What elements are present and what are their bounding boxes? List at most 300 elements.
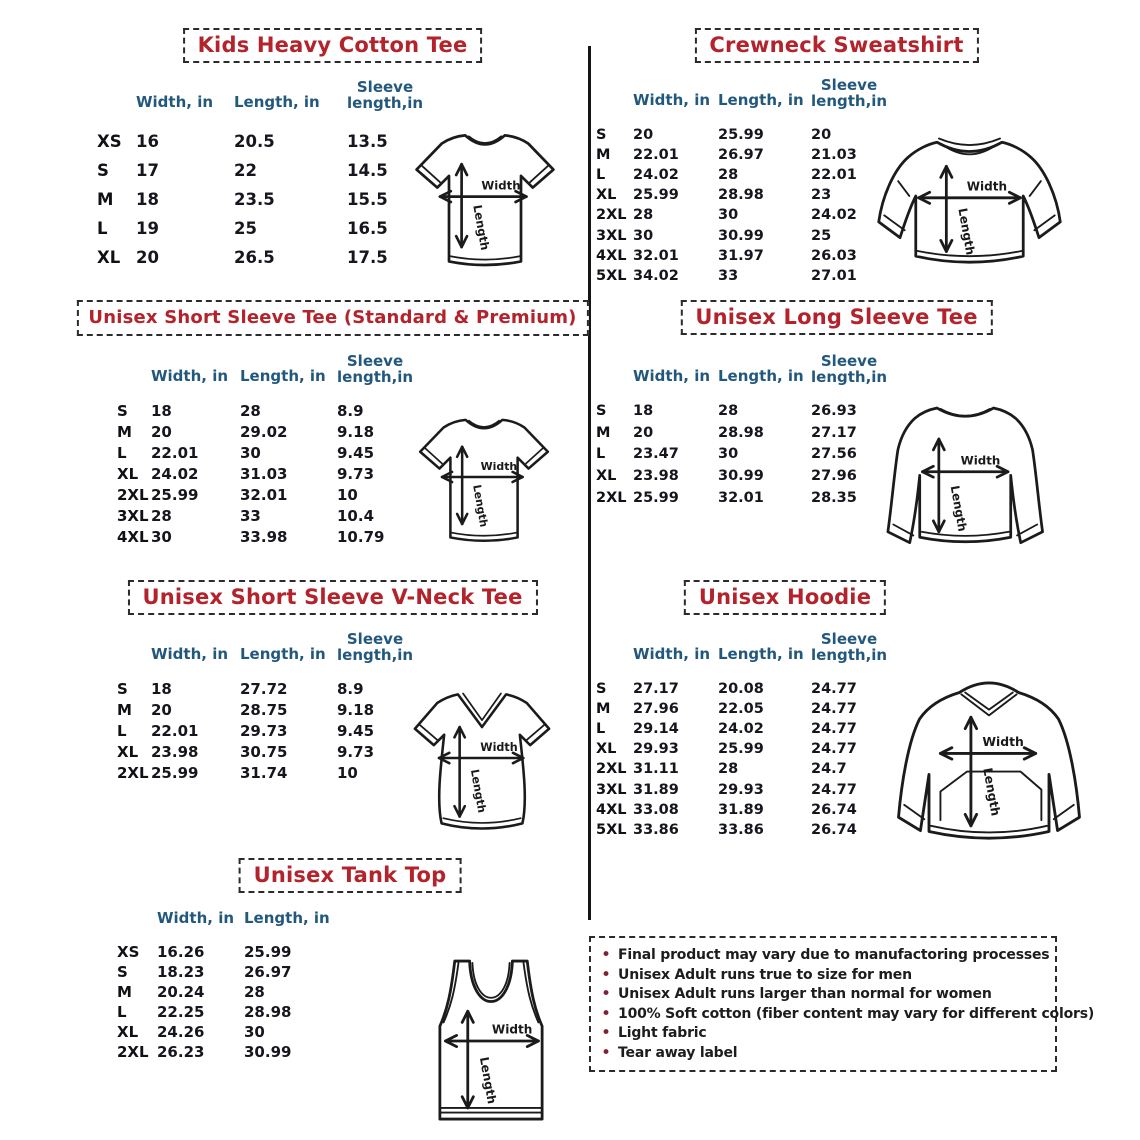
table-row	[596, 759, 893, 779]
sleeve-column-header: Sleeve length,in	[347, 78, 424, 112]
table-row	[596, 779, 893, 799]
length-column-header: Length, in	[718, 367, 804, 386]
table-row	[117, 700, 419, 721]
note-item	[601, 1003, 1095, 1026]
note-text: Tear away label	[618, 1044, 738, 1061]
vneck-tee-illustration	[396, 672, 568, 844]
panel-title-long-sleeve: Unisex Long Sleeve Tee	[680, 300, 992, 335]
size-label: S	[117, 402, 128, 420]
table-header	[117, 910, 356, 927]
width-value: 18	[136, 189, 159, 209]
bullet-icon: •	[601, 1023, 612, 1043]
length-value: 31.97	[718, 247, 764, 264]
table-row	[117, 962, 356, 982]
width-value: 23.98	[151, 743, 199, 761]
length-value: 29.93	[718, 781, 764, 798]
table-row	[117, 443, 419, 464]
width-arrow-label: Width	[491, 1022, 533, 1037]
length-arrow-label: Length	[476, 1055, 499, 1106]
size-label: 3XL	[596, 781, 627, 798]
length-value: 33.98	[240, 528, 288, 546]
size-label: 5XL	[596, 267, 627, 284]
panel-title-crewneck: Crewneck Sweatshirt	[694, 28, 978, 63]
width-value: 20	[151, 423, 172, 441]
bullet-icon: •	[601, 1042, 612, 1063]
table-header	[596, 78, 893, 110]
sleeve-value: 27.17	[811, 424, 857, 441]
width-value: 26.23	[157, 1043, 205, 1062]
sleeve-column-header: Sleeve length,in	[337, 352, 414, 386]
size-label: L	[97, 218, 108, 238]
sleeve-column-header: Sleeve length,in	[811, 630, 888, 664]
width-value: 18.23	[157, 963, 205, 982]
sleeve-value: 28.35	[811, 489, 857, 506]
sleeve-value: 23	[811, 187, 832, 204]
width-value: 33.08	[633, 801, 679, 818]
sleeve-value: 9.18	[337, 701, 375, 719]
width-value: 32.01	[633, 247, 679, 264]
width-value: 33.86	[633, 821, 679, 838]
length-value: 20.08	[718, 680, 764, 697]
table-row	[117, 1002, 356, 1022]
sleeve-value: 24.77	[811, 741, 857, 758]
bullet-icon: •	[601, 984, 612, 1004]
length-value: 30.99	[718, 468, 764, 485]
length-value: 25	[234, 218, 257, 238]
length-arrow-label: Length	[470, 203, 493, 252]
width-value: 23.47	[633, 446, 679, 463]
size-label: S	[97, 160, 109, 180]
size-label: XS	[97, 131, 122, 151]
size-table-tank	[117, 910, 356, 1062]
length-arrow-label: Length	[470, 483, 491, 529]
panel-unisex-vneck-tee	[85, 580, 580, 845]
length-value: 26.97	[718, 146, 764, 163]
table-row	[596, 266, 893, 286]
length-value: 31.89	[718, 801, 764, 818]
size-label: 2XL	[596, 489, 627, 506]
width-column-header: Width, in	[151, 367, 229, 386]
width-column-header: Width, in	[151, 645, 229, 664]
bullet-icon: •	[601, 964, 612, 985]
width-value: 25.99	[151, 486, 199, 504]
width-value: 29.93	[633, 741, 679, 758]
width-value: 25.99	[633, 489, 679, 506]
width-column-header: Width, in	[136, 93, 214, 112]
tank-top-illustration	[412, 948, 570, 1134]
size-label: S	[596, 126, 607, 143]
sleeve-value: 26.74	[811, 801, 857, 818]
sleeve-value: 24.77	[811, 720, 857, 737]
width-value: 24.02	[151, 465, 199, 483]
sleeve-value: 16.5	[347, 218, 388, 238]
width-value: 18	[151, 402, 172, 420]
width-value: 29.14	[633, 720, 679, 737]
length-value: 29.02	[240, 423, 288, 441]
size-table-long-sleeve	[596, 354, 893, 508]
table-row	[596, 125, 893, 145]
width-value: 20.24	[157, 983, 205, 1002]
sleeve-value: 24.02	[811, 207, 857, 224]
length-column-header: Length, in	[718, 645, 804, 664]
length-value: 30	[718, 446, 739, 463]
table-row	[596, 185, 893, 205]
size-label: 3XL	[117, 507, 149, 525]
note-item	[601, 964, 1045, 987]
length-value: 30	[240, 444, 261, 462]
table-body	[97, 127, 429, 272]
size-label: L	[117, 1003, 127, 1022]
size-label: 4XL	[596, 247, 627, 264]
width-value: 25.99	[151, 764, 199, 782]
size-label: 3XL	[596, 227, 627, 244]
size-label: L	[596, 166, 606, 183]
width-column-header: Width, in	[633, 645, 711, 664]
size-label: M	[596, 424, 611, 441]
width-value: 31.89	[633, 781, 679, 798]
length-value: 22.05	[718, 700, 764, 717]
note-item	[601, 1025, 1045, 1045]
tshirt-illustration	[400, 396, 568, 568]
size-label: L	[117, 444, 127, 462]
length-arrow-label: Length	[980, 766, 1003, 818]
table-row	[596, 205, 893, 225]
table-row	[596, 679, 893, 699]
size-label: M	[117, 983, 132, 1002]
length-value: 28.98	[244, 1003, 292, 1022]
width-value: 18	[151, 680, 172, 698]
length-value: 26.5	[234, 247, 275, 267]
sleeve-value: 27.56	[811, 446, 857, 463]
length-value: 28	[240, 402, 261, 420]
size-label: M	[117, 701, 132, 719]
size-label: 2XL	[596, 207, 627, 224]
length-value: 33	[718, 267, 739, 284]
length-value: 28	[718, 403, 739, 420]
panel-title-hoodie: Unisex Hoodie	[684, 580, 886, 615]
width-arrow-label: Width	[480, 460, 518, 474]
table-body	[596, 401, 893, 509]
width-value: 20	[633, 126, 654, 143]
panel-title-tank: Unisex Tank Top	[239, 858, 462, 893]
length-value: 33.86	[718, 821, 764, 838]
note-text: Unisex Adult runs larger than normal for women	[618, 986, 992, 1002]
length-value: 25.99	[718, 741, 764, 758]
note-text: Unisex Adult runs true to size for men	[618, 966, 912, 983]
panel-unisex-short-sleeve-tee	[85, 300, 580, 572]
size-label: XL	[596, 468, 617, 485]
table-row	[596, 165, 893, 185]
note-text: 100% Soft cotton (fiber content may vary for different colors)	[618, 1005, 1095, 1022]
width-value: 19	[136, 218, 159, 238]
sleeve-value: 24.77	[811, 680, 857, 697]
table-row	[596, 800, 893, 820]
sleeve-value: 15.5	[347, 189, 388, 209]
size-label: 2XL	[117, 1043, 149, 1062]
length-column-header: Length, in	[240, 367, 326, 386]
sleeve-value: 24.77	[811, 781, 857, 798]
table-row	[596, 739, 893, 759]
panel-title-kids-tee: Kids Heavy Cotton Tee	[183, 28, 483, 63]
width-value: 22.01	[151, 722, 199, 740]
panel-kids-heavy-cotton-tee	[85, 28, 580, 296]
width-value: 27.17	[633, 680, 679, 697]
sleeve-value: 24.77	[811, 700, 857, 717]
length-column-header: Length, in	[718, 91, 804, 110]
sleeve-value: 24.7	[811, 761, 847, 778]
length-value: 26.97	[244, 963, 292, 982]
length-value: 24.02	[718, 720, 764, 737]
table-header	[97, 80, 429, 112]
width-value: 24.02	[633, 166, 679, 183]
size-label: M	[97, 189, 114, 209]
width-value: 30	[633, 227, 654, 244]
panel-title-vneck: Unisex Short Sleeve V-Neck Tee	[127, 580, 537, 615]
sleeve-value: 9.18	[337, 423, 375, 441]
table-body	[117, 401, 419, 548]
sleeve-value: 22.01	[811, 166, 857, 183]
width-value: 22.01	[633, 146, 679, 163]
width-value: 20	[633, 424, 654, 441]
size-label: XL	[596, 741, 617, 758]
width-arrow-label: Width	[481, 178, 521, 193]
length-value: 20.5	[234, 131, 275, 151]
table-row	[596, 719, 893, 739]
sleeve-value: 10.79	[337, 528, 385, 546]
tshirt-illustration	[395, 112, 575, 292]
length-arrow-label: Length	[947, 484, 970, 533]
width-value: 18	[633, 403, 654, 420]
table-row	[596, 444, 893, 466]
size-label: XL	[596, 187, 617, 204]
width-value: 20	[151, 701, 172, 719]
length-value: 27.72	[240, 680, 288, 698]
sleeve-value: 8.9	[337, 402, 364, 420]
sleeve-value: 10.4	[337, 507, 375, 525]
table-row	[97, 214, 429, 243]
length-value: 28	[244, 983, 265, 1002]
table-body	[117, 679, 419, 784]
size-label: M	[117, 423, 132, 441]
size-label: L	[596, 446, 606, 463]
width-value: 25.99	[633, 187, 679, 204]
product-notes-box	[589, 936, 1095, 1072]
table-row	[117, 527, 419, 548]
sleeve-column-header: Sleeve length,in	[811, 352, 888, 386]
sweatshirt-illustration	[862, 120, 1077, 296]
length-column-header: Length, in	[240, 645, 326, 664]
length-value: 31.03	[240, 465, 288, 483]
width-column-header: Width, in	[633, 367, 711, 386]
width-value: 22.01	[151, 444, 199, 462]
sleeve-value: 9.45	[337, 722, 375, 740]
width-value: 34.02	[633, 267, 679, 284]
table-row	[97, 127, 429, 156]
note-item	[601, 986, 1045, 1006]
size-label: 4XL	[596, 801, 627, 818]
table-row	[97, 185, 429, 214]
length-value: 30.99	[718, 227, 764, 244]
length-value: 33	[240, 507, 261, 525]
size-label: L	[596, 720, 606, 737]
sleeve-value: 9.73	[337, 743, 375, 761]
size-label: S	[117, 963, 128, 982]
size-label: 2XL	[117, 486, 149, 504]
length-value: 32.01	[718, 489, 764, 506]
sleeve-column-header: Sleeve length,in	[811, 76, 888, 110]
table-header	[596, 354, 893, 386]
length-value: 23.5	[234, 189, 275, 209]
table-row	[117, 506, 419, 527]
width-column-header: Width, in	[633, 91, 711, 110]
width-arrow-label: Width	[982, 734, 1024, 749]
size-label: S	[596, 403, 607, 420]
width-value: 31.11	[633, 761, 679, 778]
table-row	[117, 422, 419, 443]
length-value: 29.73	[240, 722, 288, 740]
width-value: 30	[151, 528, 172, 546]
table-row	[596, 820, 893, 840]
table-body	[596, 125, 893, 287]
sleeve-value: 9.73	[337, 465, 375, 483]
length-value: 30	[244, 1023, 265, 1042]
width-value: 16	[136, 131, 159, 151]
sleeve-value: 13.5	[347, 131, 388, 151]
table-row	[596, 487, 893, 509]
length-value: 28.98	[718, 424, 764, 441]
note-item	[601, 945, 1050, 967]
size-label: M	[596, 700, 611, 717]
bullet-icon: •	[601, 1003, 612, 1024]
size-label: XL	[97, 247, 121, 267]
width-value: 23.98	[633, 468, 679, 485]
table-row	[596, 699, 893, 719]
size-label: XS	[117, 943, 140, 962]
note-item	[601, 1042, 1045, 1065]
panel-title-short-sleeve: Unisex Short Sleeve Tee (Standard & Premium)	[76, 300, 588, 336]
size-label: 2XL	[596, 761, 627, 778]
note-text: Light fabric	[618, 1025, 707, 1041]
sleeve-value: 26.93	[811, 403, 857, 420]
sleeve-value: 26.74	[811, 821, 857, 838]
width-value: 16.26	[157, 943, 205, 962]
table-row	[117, 1042, 356, 1062]
size-table-kids-tee	[97, 80, 429, 272]
table-row	[596, 246, 893, 266]
length-column-header: Length, in	[234, 93, 320, 112]
size-label: XL	[117, 1023, 139, 1042]
length-value: 28.75	[240, 701, 288, 719]
size-label: XL	[117, 465, 139, 483]
hoodie-illustration	[875, 662, 1103, 862]
panel-unisex-long-sleeve-tee	[593, 300, 1080, 572]
long-sleeve-tee-illustration	[860, 388, 1075, 570]
table-header	[117, 354, 419, 386]
size-table-short-sleeve	[117, 354, 419, 548]
table-row	[596, 225, 893, 245]
table-header	[596, 632, 893, 664]
size-label: L	[117, 722, 127, 740]
width-arrow-label: Width	[966, 179, 1008, 194]
size-label: XL	[117, 743, 139, 761]
sleeve-value: 27.96	[811, 468, 857, 485]
table-row	[596, 465, 893, 487]
length-value: 28	[718, 166, 739, 183]
size-label: 2XL	[117, 764, 149, 782]
width-value: 28	[151, 507, 172, 525]
table-row	[596, 422, 893, 444]
size-table-hoodie	[596, 632, 893, 840]
width-arrow-label: Width	[480, 741, 518, 755]
sleeve-value: 21.03	[811, 146, 857, 163]
length-value: 32.01	[240, 486, 288, 504]
size-label: 4XL	[117, 528, 149, 546]
size-label: M	[596, 146, 611, 163]
table-row	[117, 679, 419, 700]
width-value: 17	[136, 160, 159, 180]
bullet-icon: •	[601, 945, 612, 965]
panel-unisex-tank-top	[85, 858, 580, 1138]
length-value: 28	[718, 761, 739, 778]
column-divider	[588, 46, 591, 920]
sleeve-value: 26.03	[811, 247, 857, 264]
table-row	[596, 145, 893, 165]
size-table-crewneck	[596, 78, 893, 286]
table-row	[117, 763, 419, 784]
table-row	[117, 1022, 356, 1042]
width-value: 28	[633, 207, 654, 224]
sleeve-value: 10	[337, 486, 358, 504]
table-row	[117, 742, 419, 763]
sleeve-value: 8.9	[337, 680, 364, 698]
length-value: 30.75	[240, 743, 288, 761]
width-value: 24.26	[157, 1023, 205, 1042]
sleeve-value: 25	[811, 227, 832, 244]
table-row	[117, 982, 356, 1002]
length-arrow-label: Length	[467, 768, 489, 814]
length-arrow-label: Length	[955, 207, 978, 257]
length-value: 28.98	[718, 187, 764, 204]
width-arrow-label: Width	[960, 453, 1001, 468]
size-label: 5XL	[596, 821, 627, 838]
sleeve-value: 9.45	[337, 444, 375, 462]
size-table-vneck	[117, 632, 419, 784]
table-row	[117, 464, 419, 485]
table-row	[117, 485, 419, 506]
width-value: 27.96	[633, 700, 679, 717]
size-label: S	[596, 680, 607, 697]
panel-unisex-hoodie	[593, 580, 1103, 865]
size-label: S	[117, 680, 128, 698]
sleeve-value: 10	[337, 764, 358, 782]
table-body	[596, 679, 893, 841]
width-value: 20	[136, 247, 159, 267]
table-row	[97, 243, 429, 272]
table-row	[117, 721, 419, 742]
table-row	[117, 401, 419, 422]
length-value: 30.99	[244, 1043, 292, 1062]
length-value: 30	[718, 207, 739, 224]
length-value: 25.99	[718, 126, 764, 143]
width-value: 22.25	[157, 1003, 205, 1022]
table-row	[117, 942, 356, 962]
table-row	[97, 156, 429, 185]
length-column-header: Length, in	[244, 909, 330, 927]
sleeve-value: 14.5	[347, 160, 388, 180]
length-value: 25.99	[244, 943, 292, 962]
width-column-header: Width, in	[157, 909, 235, 927]
table-row	[596, 401, 893, 423]
